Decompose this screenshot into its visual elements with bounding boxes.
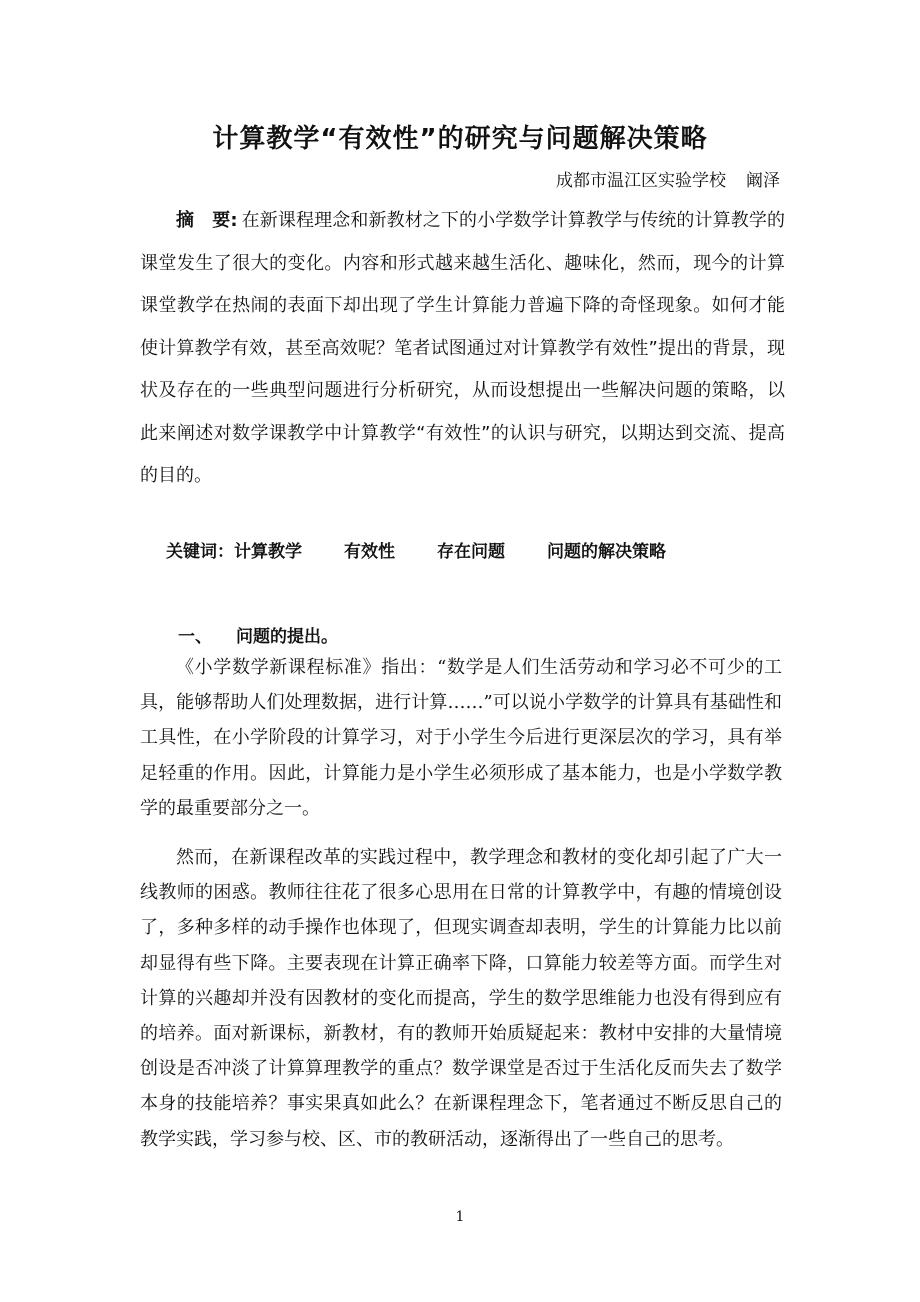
abstract-text: 在新课程理念和新教材之下的小学数学计算教学与传统的计算教学的课堂发生了很大的变化。内容和形式越来越生活化、趣味化，然而，现今的计算课堂教学在热闹的表面下却出现了学生计算能力普遍下降的奇怪现象。如何才能使计算教学有效，甚至高效呢？笔者试图通过对计算教学有效性”提出的背景，现状及存在的一些典型问题进行分析研究，从而设想提出一些解决问题的策略，以此来阐述对数学课教学中计算教学“有效性”的认识与研究，以期达到交流、提高的目的。 [140, 210, 785, 486]
keyword: 有效性 [344, 542, 395, 562]
keyword: 计算教学 [234, 542, 302, 562]
body-paragraph [140, 650, 782, 826]
section-title: 问题的提出。 [236, 627, 338, 647]
section-heading [178, 622, 338, 647]
keyword: 存在问题 [437, 542, 505, 562]
author-school: 成都市温江区实验学校 [556, 171, 726, 191]
author-name: 阚泽 [746, 171, 780, 191]
body-paragraph [140, 840, 782, 1157]
paragraph-text: 《小学数学新课程标准》指出：“数学是人们生活劳动和学习必不可少的工具，能够帮助人们处理数据，进行计算……”可以说小学数学的计算具有基础性和工具性，在小学阶段的计算学习，对于小学生今后进行更深层次的学习，具有举足轻重的作用。因此，计算能力是小学生必须形成了基本能力，也是小学数学教学的最重要部分之一。 [140, 657, 782, 819]
author-line [556, 166, 780, 191]
page-title: 计算教学“有效性”的研究与问题解决策略 [212, 124, 708, 154]
paragraph-text: 然而，在新课程改革的实践过程中，教学理念和教材的变化却引起了广大一线教师的困惑。教师往往花了很多心思用在日常的计算教学中，有趣的情境创设了，多种多样的动手操作也体现了，但现实调查却表明，学生的计算能力比以前却显得有些下降。主要表现在计算正确率下降，口算能力较差等方面。而学生对计算的兴趣却并没有因教材的变化而提高，学生的数学思维能力也没有得到应有的培养。面对新课标，新教材，有的教师开始质疑起来：教材中安排的大量情境创设是否冲淡了计算算理教学的重点？数学课堂是否过于生活化反而失去了数学本身的技能培养？事实果真如此么？在新课程理念下，笔者通过不断反思自己的教学实践，学习参与校、区、市的教研活动，逐渐得出了一些自己的思考。 [140, 847, 782, 1150]
abstract [140, 200, 785, 498]
keywords-label: 关键词： [166, 542, 234, 562]
section-number: 一、 [178, 627, 212, 647]
page-number: 1 [455, 1209, 465, 1225]
keyword: 问题的解决策略 [547, 542, 666, 562]
keywords [166, 537, 806, 562]
abstract-label: 摘 要: [176, 210, 238, 231]
